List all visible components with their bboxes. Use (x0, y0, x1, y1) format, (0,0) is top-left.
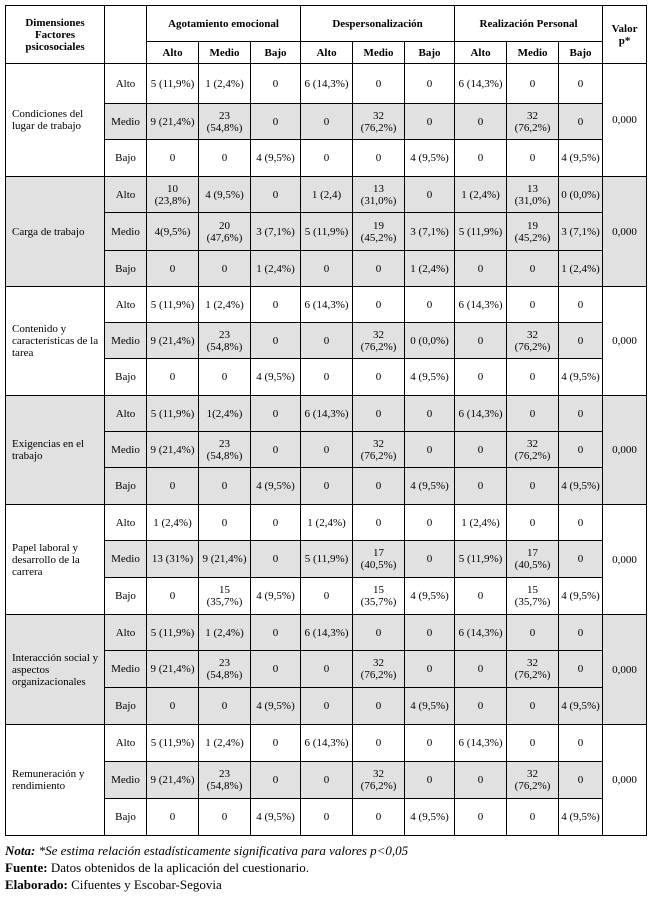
level-label: Alto (105, 64, 147, 104)
elaborado-text: Cifuentes y Escobar-Segovia (67, 877, 222, 892)
fuente-text: Datos obtenidos de la aplicación del cuestionario. (47, 860, 309, 875)
table-cell: 1 (2,4%) (559, 251, 603, 287)
table-cell: 0 (251, 725, 301, 762)
header-realizacion: Realización Personal (455, 6, 603, 42)
table-cell: 1 (2,4%) (455, 505, 507, 541)
table-cell: 0 (251, 287, 301, 323)
table-cell: 4 (9,5%) (251, 140, 301, 177)
table-cell: 0 (0,0%) (559, 177, 603, 213)
table-cell: 0 (251, 651, 301, 688)
table-row (6, 287, 647, 323)
table-cell: 0 (353, 799, 405, 836)
header-dimensiones: Dimensiones Factores psicosociales (6, 6, 105, 64)
table-cell: 0 (405, 541, 455, 578)
table-cell: 0 (405, 64, 455, 104)
table-cell: 15 (35,7%) (353, 578, 405, 615)
table-cell: 0 (559, 615, 603, 651)
table-cell: 0 (147, 140, 199, 177)
table-cell: 4 (9,5%) (559, 468, 603, 505)
table-cell: 17 (40,5%) (507, 541, 559, 578)
table-cell: 0 (559, 287, 603, 323)
table-cell: 4 (9,5%) (405, 799, 455, 836)
p-value: 0,000 (603, 615, 647, 725)
table-cell: 9 (21,4%) (199, 541, 251, 578)
table-row (6, 725, 647, 762)
table-cell: 0 (147, 468, 199, 505)
level-label: Medio (105, 541, 147, 578)
table-cell: 0 (353, 396, 405, 432)
table-cell: 0 (559, 762, 603, 799)
table-cell: 4 (9,5%) (251, 799, 301, 836)
table-cell: 0 (507, 615, 559, 651)
table-cell: 0 (251, 541, 301, 578)
subheader-cell: Medio (353, 42, 405, 64)
table-cell: 32 (76,2%) (353, 323, 405, 359)
level-label: Bajo (105, 140, 147, 177)
table-cell: 1 (2,4%) (199, 287, 251, 323)
table-cell: 4 (9,5%) (405, 468, 455, 505)
table-cell: 0 (251, 104, 301, 140)
table-cell: 0 (301, 432, 353, 468)
table-cell: 32 (76,2%) (507, 104, 559, 140)
table-cell: 0 (251, 505, 301, 541)
level-label: Alto (105, 725, 147, 762)
fuente-label: Fuente: (5, 860, 48, 875)
table-cell: 4 (9,5%) (251, 359, 301, 396)
table-cell: 0 (405, 104, 455, 140)
table-cell: 32 (76,2%) (507, 651, 559, 688)
level-label: Bajo (105, 468, 147, 505)
table-cell: 0 (147, 688, 199, 725)
table-cell: 3 (7,1%) (559, 213, 603, 251)
p-value: 0,000 (603, 64, 647, 177)
table-cell: 1 (2,4%) (147, 505, 199, 541)
p-value: 0,000 (603, 396, 647, 505)
table-cell: 32 (76,2%) (507, 323, 559, 359)
level-label: Bajo (105, 578, 147, 615)
dimension-label: Remuneración y rendimiento (6, 725, 105, 836)
table-cell: 4 (9,5%) (405, 359, 455, 396)
table-cell: 9 (21,4%) (147, 651, 199, 688)
table-cell: 0 (251, 615, 301, 651)
table-cell: 4 (9,5%) (251, 578, 301, 615)
table-cell: 32 (76,2%) (353, 432, 405, 468)
table-cell: 19 (45,2%) (353, 213, 405, 251)
table-cell: 0 (301, 104, 353, 140)
table-cell: 15 (35,7%) (507, 578, 559, 615)
level-label: Alto (105, 287, 147, 323)
table-cell: 0 (353, 64, 405, 104)
table-cell: 4 (9,5%) (405, 578, 455, 615)
dimension-label: Papel laboral y desarrollo de la carrera (6, 505, 105, 615)
table-cell: 5 (11,9%) (147, 725, 199, 762)
table-cell: 4 (9,5%) (559, 688, 603, 725)
table-notes (5, 842, 646, 893)
table-cell: 4(9,5%) (147, 213, 199, 251)
table-cell: 1 (2,4%) (405, 251, 455, 287)
table-cell: 0 (353, 688, 405, 725)
level-label: Alto (105, 177, 147, 213)
subheader-cell: Alto (147, 42, 199, 64)
table-row (6, 177, 647, 213)
table-cell: 23 (54,8%) (199, 762, 251, 799)
table-cell: 6 (14,3%) (301, 396, 353, 432)
table-cell: 0 (455, 578, 507, 615)
table-cell: 1 (2,4%) (251, 251, 301, 287)
level-label: Alto (105, 505, 147, 541)
table-cell: 13 (31%) (147, 541, 199, 578)
table-cell: 0 (301, 359, 353, 396)
table-cell: 19 (45,2%) (507, 213, 559, 251)
table-cell: 0 (147, 251, 199, 287)
table-cell: 15 (35,7%) (199, 578, 251, 615)
table-cell: 0 (353, 251, 405, 287)
header-despersonalizacion: Despersonalización (301, 6, 455, 42)
table-cell: 9 (21,4%) (147, 323, 199, 359)
table-cell: 1 (2,4%) (301, 505, 353, 541)
elaborado-label: Elaborado: (5, 877, 68, 892)
table-cell: 0 (353, 505, 405, 541)
psychosocial-factors-table (5, 5, 647, 836)
level-label: Medio (105, 213, 147, 251)
dimension-label: Interacción social y aspectos organizacionales (6, 615, 105, 725)
table-cell: 1 (2,4%) (455, 177, 507, 213)
dimension-label: Contenido y características de la tarea (6, 287, 105, 396)
table-cell: 0 (559, 725, 603, 762)
subheader-cell: Alto (301, 42, 353, 64)
table-cell: 0 (455, 104, 507, 140)
table-cell: 0 (507, 287, 559, 323)
table-cell: 5 (11,9%) (301, 213, 353, 251)
dimension-label: Condiciones del lugar de trabajo (6, 64, 105, 177)
table-cell: 32 (76,2%) (507, 762, 559, 799)
table-cell: 5 (11,9%) (455, 213, 507, 251)
table-cell: 0 (353, 359, 405, 396)
header-valor-p: Valor p* (603, 6, 647, 64)
table-cell: 0 (301, 323, 353, 359)
table-cell: 0 (405, 177, 455, 213)
level-label: Alto (105, 396, 147, 432)
table-cell: 0 (199, 688, 251, 725)
level-label: Medio (105, 323, 147, 359)
table-cell: 0 (301, 578, 353, 615)
fuente-line (5, 859, 646, 876)
subheader-cell: Alto (455, 42, 507, 64)
subheader-cell: Bajo (251, 42, 301, 64)
table-cell: 0 (251, 323, 301, 359)
table-cell: 0 (507, 725, 559, 762)
table-cell: 0 (301, 140, 353, 177)
table-cell: 1 (2,4) (301, 177, 353, 213)
table-cell: 0 (559, 396, 603, 432)
table-cell: 0 (507, 468, 559, 505)
table-cell: 6 (14,3%) (455, 725, 507, 762)
table-cell: 0 (507, 359, 559, 396)
table-cell: 4 (9,5%) (405, 140, 455, 177)
nota-line (5, 842, 646, 859)
table-cell: 0 (199, 468, 251, 505)
table-cell: 32 (76,2%) (507, 432, 559, 468)
table-cell: 13 (31,0%) (353, 177, 405, 213)
subheader-cell: Medio (199, 42, 251, 64)
header-agotamiento: Agotamiento emocional (147, 6, 301, 42)
table-cell: 0 (147, 578, 199, 615)
table-body (6, 64, 647, 836)
table-cell: 0 (559, 541, 603, 578)
table-cell: 0 (507, 396, 559, 432)
table-cell: 0 (507, 799, 559, 836)
table-cell: 1(2,4%) (199, 396, 251, 432)
table-row (6, 396, 647, 432)
table-cell: 0 (301, 799, 353, 836)
table-cell: 0 (405, 615, 455, 651)
level-label: Bajo (105, 799, 147, 836)
nota-label: Nota: (5, 843, 36, 858)
table-cell: 0 (405, 651, 455, 688)
table-cell: 0 (147, 799, 199, 836)
table-cell: 23 (54,8%) (199, 323, 251, 359)
table-cell: 0 (405, 762, 455, 799)
table-cell: 0 (353, 287, 405, 323)
table-cell: 4 (9,5%) (405, 688, 455, 725)
table-cell: 0 (199, 505, 251, 541)
table-cell: 0 (353, 468, 405, 505)
table-cell: 4 (9,5%) (199, 177, 251, 213)
table-row (6, 64, 647, 104)
table-cell: 5 (11,9%) (147, 287, 199, 323)
table-cell: 0 (251, 64, 301, 104)
p-value: 0,000 (603, 725, 647, 836)
table-cell: 17 (40,5%) (353, 541, 405, 578)
p-value: 0,000 (603, 505, 647, 615)
table-cell: 0 (559, 64, 603, 104)
table-cell: 4 (9,5%) (251, 468, 301, 505)
table-cell: 0 (455, 762, 507, 799)
table-cell: 0 (301, 251, 353, 287)
level-label: Bajo (105, 688, 147, 725)
table-cell: 0 (507, 140, 559, 177)
table-cell: 23 (54,8%) (199, 104, 251, 140)
table-cell: 0 (559, 432, 603, 468)
table-cell: 0 (353, 725, 405, 762)
table-cell: 0 (455, 651, 507, 688)
table-cell: 0 (199, 140, 251, 177)
table-cell: 0 (455, 251, 507, 287)
table-cell: 0 (301, 651, 353, 688)
table-cell: 5 (11,9%) (147, 615, 199, 651)
p-value: 0,000 (603, 177, 647, 287)
table-cell: 0 (559, 505, 603, 541)
table-cell: 0 (301, 688, 353, 725)
p-value: 0,000 (603, 287, 647, 396)
table-cell: 20 (47,6%) (199, 213, 251, 251)
table-cell: 6 (14,3%) (455, 287, 507, 323)
table-cell: 9 (21,4%) (147, 762, 199, 799)
table-cell: 0 (251, 762, 301, 799)
table-cell: 0 (301, 468, 353, 505)
table-cell: 0 (199, 251, 251, 287)
table-cell: 0 (405, 725, 455, 762)
level-label: Alto (105, 615, 147, 651)
table-cell: 10 (23,8%) (147, 177, 199, 213)
table-cell: 0 (559, 323, 603, 359)
dimension-label: Carga de trabajo (6, 177, 105, 287)
table-cell: 0 (199, 799, 251, 836)
table-cell: 23 (54,8%) (199, 651, 251, 688)
table-cell: 0 (507, 64, 559, 104)
table-cell: 5 (11,9%) (147, 64, 199, 104)
table-cell: 5 (11,9%) (455, 541, 507, 578)
table-cell: 23 (54,8%) (199, 432, 251, 468)
header-level-blank (105, 6, 147, 64)
table-cell: 32 (76,2%) (353, 762, 405, 799)
table-cell: 0 (455, 140, 507, 177)
table-cell: 9 (21,4%) (147, 432, 199, 468)
table-cell: 6 (14,3%) (455, 64, 507, 104)
table-cell: 0 (507, 505, 559, 541)
table-cell: 32 (76,2%) (353, 104, 405, 140)
table-cell: 0 (405, 505, 455, 541)
table-cell: 0 (353, 615, 405, 651)
table-cell: 13 (31,0%) (507, 177, 559, 213)
table-cell: 0 (147, 359, 199, 396)
level-label: Medio (105, 104, 147, 140)
table-row (6, 505, 647, 541)
table-cell: 0 (301, 762, 353, 799)
table-cell: 0 (455, 323, 507, 359)
table-cell: 6 (14,3%) (301, 725, 353, 762)
table-cell: 0 (353, 140, 405, 177)
table-cell: 6 (14,3%) (455, 615, 507, 651)
table-cell: 0 (455, 359, 507, 396)
table-cell: 4 (9,5%) (559, 140, 603, 177)
table-cell: 0 (455, 799, 507, 836)
table-cell: 0 (507, 688, 559, 725)
table-cell: 4 (9,5%) (559, 799, 603, 836)
table-cell: 1 (2,4%) (199, 725, 251, 762)
table-cell: 3 (7,1%) (405, 213, 455, 251)
subheader-cell: Bajo (559, 42, 603, 64)
table-cell: 0 (0,0%) (405, 323, 455, 359)
table-row (6, 615, 647, 651)
table-cell: 0 (559, 651, 603, 688)
level-label: Medio (105, 651, 147, 688)
table-cell: 5 (11,9%) (301, 541, 353, 578)
table-cell: 0 (405, 287, 455, 323)
table-cell: 0 (405, 432, 455, 468)
nota-text: *Se estima relación estadísticamente significativa para valores p<0,05 (35, 843, 409, 858)
table-cell: 0 (507, 251, 559, 287)
table-cell: 4 (9,5%) (559, 578, 603, 615)
table-cell: 3 (7,1%) (251, 213, 301, 251)
elaborado-line (5, 876, 646, 893)
table-cell: 1 (2,4%) (199, 64, 251, 104)
table-cell: 6 (14,3%) (301, 64, 353, 104)
level-label: Bajo (105, 359, 147, 396)
table-cell: 6 (14,3%) (301, 615, 353, 651)
table-cell: 4 (9,5%) (559, 359, 603, 396)
subheader-cell: Bajo (405, 42, 455, 64)
table-cell: 6 (14,3%) (455, 396, 507, 432)
table-cell: 0 (251, 432, 301, 468)
table-cell: 6 (14,3%) (301, 287, 353, 323)
subheader-cell: Medio (507, 42, 559, 64)
table-cell: 0 (199, 359, 251, 396)
table-cell: 0 (455, 432, 507, 468)
table-cell: 1 (2,4%) (199, 615, 251, 651)
table-cell: 0 (251, 177, 301, 213)
table-cell: 4 (9,5%) (251, 688, 301, 725)
table-cell: 5 (11,9%) (147, 396, 199, 432)
table-cell: 0 (455, 688, 507, 725)
table-cell: 0 (455, 468, 507, 505)
level-label: Medio (105, 432, 147, 468)
level-label: Bajo (105, 251, 147, 287)
table-cell: 9 (21,4%) (147, 104, 199, 140)
level-label: Medio (105, 762, 147, 799)
dimension-label: Exigencias en el trabajo (6, 396, 105, 505)
table-cell: 0 (405, 396, 455, 432)
table-cell: 0 (251, 396, 301, 432)
table-container (5, 5, 646, 893)
table-cell: 32 (76,2%) (353, 651, 405, 688)
table-cell: 0 (559, 104, 603, 140)
